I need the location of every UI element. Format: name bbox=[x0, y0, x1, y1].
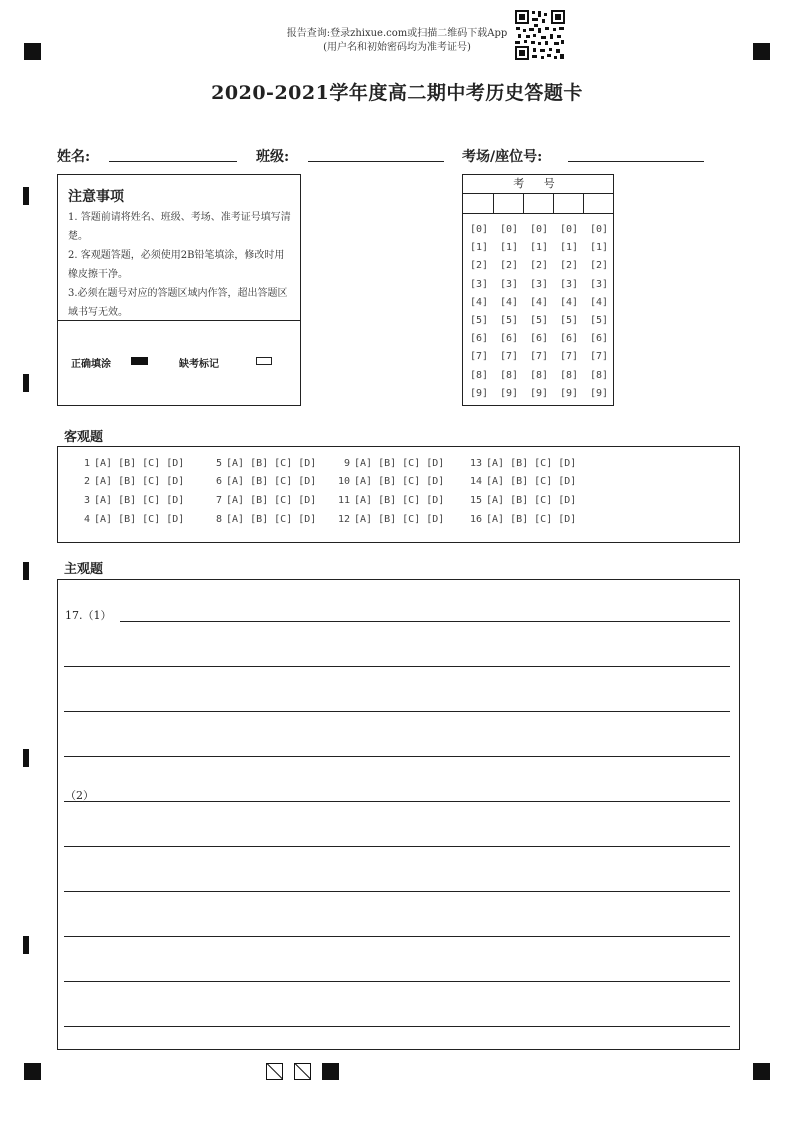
answer-line-2[interactable] bbox=[64, 666, 730, 667]
option-bubbles[interactable]: [A] [B] [C] [D] bbox=[354, 514, 445, 525]
exam-digit-bubble[interactable]: [2] bbox=[529, 260, 549, 272]
option-bubbles[interactable]: [A] [B] [C] [D] bbox=[94, 476, 185, 487]
option-bubbles[interactable]: [A] [B] [C] [D] bbox=[226, 476, 317, 487]
exam-digit-bubble[interactable]: [0] bbox=[559, 224, 579, 235]
name-input-line[interactable] bbox=[109, 161, 237, 162]
exam-number-write-row[interactable] bbox=[463, 194, 613, 214]
exam-digit-bubble[interactable]: [3] bbox=[499, 278, 519, 290]
report-query-text: 报告查询:登录zhixue.com或扫描二维码下载App bbox=[286, 28, 508, 39]
q17-part1-label: 17.（1） bbox=[65, 609, 112, 622]
objective-question-1[interactable] bbox=[76, 458, 184, 469]
answer-line-6[interactable] bbox=[64, 846, 730, 847]
notice-line-2: 2. 客观题答题，必须使用2B铅笔填涂，修改时用橡皮擦干净。 bbox=[68, 250, 285, 280]
exam-digit-bubble[interactable]: [9] bbox=[469, 387, 489, 399]
exam-digit-bubble[interactable]: [6] bbox=[469, 333, 489, 345]
exam-digit-bubble[interactable]: [0] bbox=[589, 224, 609, 235]
notice-line-3: 3.必须在题号对应的答题区域内作答，超出答题区域书写无效。 bbox=[68, 288, 288, 318]
question-number: 10 bbox=[337, 476, 350, 487]
exam-digit-bubble[interactable]: [6] bbox=[589, 333, 609, 345]
exam-digit-column-3 bbox=[525, 221, 553, 403]
option-bubbles[interactable]: [A] [B] [C] [D] bbox=[486, 495, 577, 506]
objective-question-6[interactable] bbox=[208, 476, 316, 487]
credential-hint-text: (用户名和初始密码均为准考证号) bbox=[323, 42, 471, 53]
option-bubbles[interactable]: [A] [B] [C] [D] bbox=[94, 514, 185, 525]
answer-line-9[interactable] bbox=[64, 981, 730, 982]
exam-digit-bubble[interactable]: [9] bbox=[529, 387, 549, 399]
exam-digit-bubble[interactable]: [7] bbox=[469, 351, 489, 363]
exam-digit-bubble[interactable]: [4] bbox=[559, 296, 579, 308]
option-bubbles[interactable]: [A] [B] [C] [D] bbox=[486, 476, 577, 487]
exam-digit-column-4 bbox=[555, 221, 583, 403]
absent-label: 缺考标记 bbox=[179, 359, 219, 370]
question-number: 7 bbox=[215, 495, 222, 506]
exam-digit-bubble[interactable]: [5] bbox=[589, 315, 609, 327]
seat-label: 考场/座位号: bbox=[462, 149, 543, 165]
qr-code-icon bbox=[514, 9, 566, 61]
answer-line-10[interactable] bbox=[64, 1026, 730, 1027]
question-number: 8 bbox=[215, 514, 222, 525]
exam-digit-bubble[interactable]: [2] bbox=[499, 260, 519, 272]
question-number: 14 bbox=[469, 476, 482, 487]
exam-number-title: 考 号 bbox=[463, 175, 613, 194]
exam-digit-bubble[interactable]: [6] bbox=[499, 333, 519, 345]
exam-digit-bubble[interactable]: [4] bbox=[529, 296, 549, 308]
question-number: 9 bbox=[343, 458, 350, 469]
subjective-section-title: 主观题 bbox=[64, 562, 104, 577]
question-number: 4 bbox=[83, 514, 90, 525]
option-bubbles[interactable]: [A] [B] [C] [D] bbox=[226, 514, 317, 525]
answer-line-5[interactable] bbox=[64, 801, 730, 802]
exam-digit-bubble[interactable]: [0] bbox=[469, 224, 489, 235]
objective-question-11[interactable] bbox=[336, 495, 444, 506]
correct-fill-example bbox=[131, 357, 148, 365]
answer-line-3[interactable] bbox=[64, 711, 730, 712]
objective-section-title: 客观题 bbox=[64, 430, 104, 445]
notice-text bbox=[68, 208, 294, 322]
objective-question-8[interactable] bbox=[208, 514, 316, 525]
option-bubbles[interactable]: [A] [B] [C] [D] bbox=[354, 476, 445, 487]
exam-digit-bubble[interactable]: [5] bbox=[529, 315, 549, 327]
exam-digit-bubble[interactable]: [5] bbox=[499, 315, 519, 327]
exam-digit-bubble[interactable]: [8] bbox=[529, 369, 549, 381]
exam-digit-bubble[interactable]: [1] bbox=[469, 242, 489, 254]
objective-question-7[interactable] bbox=[208, 495, 316, 506]
side-mark-4 bbox=[23, 749, 29, 767]
exam-digit-bubble[interactable]: [7] bbox=[499, 351, 519, 363]
option-bubbles[interactable]: [A] [B] [C] [D] bbox=[94, 495, 185, 506]
answer-line-4[interactable] bbox=[64, 756, 730, 757]
option-bubbles[interactable]: [A] [B] [C] [D] bbox=[486, 514, 577, 525]
notice-divider bbox=[58, 320, 300, 321]
class-input-line[interactable] bbox=[308, 161, 444, 162]
exam-digit-bubble[interactable]: [8] bbox=[499, 369, 519, 381]
exam-digit-bubble[interactable]: [1] bbox=[529, 242, 549, 254]
objective-question-12[interactable] bbox=[336, 514, 444, 525]
exam-digit-bubble[interactable]: [3] bbox=[589, 278, 609, 290]
exam-digit-column-2 bbox=[495, 221, 523, 403]
exam-digit-bubble[interactable]: [0] bbox=[529, 224, 549, 235]
question-number: 6 bbox=[215, 476, 222, 487]
corner-mark-top-right bbox=[753, 43, 770, 60]
objective-question-15[interactable] bbox=[468, 495, 576, 506]
exam-digit-bubble[interactable]: [6] bbox=[559, 333, 579, 345]
option-bubbles[interactable]: [A] [B] [C] [D] bbox=[94, 458, 185, 469]
exam-digit-column-1 bbox=[465, 221, 493, 403]
q17-part2-label: （2） bbox=[65, 789, 94, 802]
question-number: 2 bbox=[83, 476, 90, 487]
exam-digit-bubble[interactable]: [4] bbox=[589, 296, 609, 308]
exam-digit-bubble[interactable]: [5] bbox=[469, 315, 489, 327]
answer-line-8[interactable] bbox=[64, 936, 730, 937]
exam-digit-bubble[interactable]: [7] bbox=[589, 351, 609, 363]
objective-question-5[interactable] bbox=[208, 458, 316, 469]
option-bubbles[interactable]: [A] [B] [C] [D] bbox=[226, 458, 317, 469]
objective-question-9[interactable] bbox=[336, 458, 444, 469]
exam-number-grid bbox=[462, 174, 614, 406]
exam-digit-bubble[interactable]: [3] bbox=[559, 278, 579, 290]
page-marker-crossed-2 bbox=[294, 1063, 311, 1080]
notice-title: 注意事项 bbox=[68, 189, 124, 205]
exam-digit-bubble[interactable]: [0] bbox=[499, 224, 519, 235]
corner-mark-bottom-right bbox=[753, 1063, 770, 1080]
exam-digit-bubble[interactable]: [8] bbox=[589, 369, 609, 381]
option-bubbles[interactable]: [A] [B] [C] [D] bbox=[226, 495, 317, 506]
side-mark-1 bbox=[23, 187, 29, 205]
objective-question-2[interactable] bbox=[76, 476, 184, 487]
option-bubbles[interactable]: [A] [B] [C] [D] bbox=[354, 458, 445, 469]
question-number: 16 bbox=[469, 514, 482, 525]
page-marker-filled bbox=[322, 1063, 339, 1080]
exam-digit-bubble[interactable]: [1] bbox=[499, 242, 519, 254]
option-bubbles[interactable]: [A] [B] [C] [D] bbox=[354, 495, 445, 506]
exam-digit-bubble[interactable]: [7] bbox=[559, 351, 579, 363]
objective-question-4[interactable] bbox=[76, 514, 184, 525]
question-number: 1 bbox=[83, 458, 90, 469]
side-mark-3 bbox=[23, 562, 29, 580]
question-number: 13 bbox=[469, 458, 482, 469]
exam-digit-bubble[interactable]: [4] bbox=[499, 296, 519, 308]
objective-question-3[interactable] bbox=[76, 495, 184, 506]
absent-mark-box[interactable] bbox=[256, 357, 272, 365]
exam-digit-bubble[interactable]: [9] bbox=[589, 387, 609, 399]
objective-question-14[interactable] bbox=[468, 476, 576, 487]
exam-digit-bubble[interactable]: [7] bbox=[529, 351, 549, 363]
objective-question-16[interactable] bbox=[468, 514, 576, 525]
exam-digit-bubble[interactable]: [8] bbox=[559, 369, 579, 381]
page-marker-crossed-1 bbox=[266, 1063, 283, 1080]
subjective-box bbox=[57, 579, 740, 1050]
question-number: 11 bbox=[337, 495, 350, 506]
exam-digit-bubble[interactable]: [9] bbox=[559, 387, 579, 399]
question-number: 3 bbox=[83, 495, 90, 506]
question-number: 5 bbox=[215, 458, 222, 469]
corner-mark-top-left bbox=[24, 43, 41, 60]
objective-question-10[interactable] bbox=[336, 476, 444, 487]
objective-box bbox=[57, 446, 740, 543]
exam-digit-bubble[interactable]: [8] bbox=[469, 369, 489, 381]
side-mark-2 bbox=[23, 374, 29, 392]
exam-digit-bubble[interactable]: [3] bbox=[529, 278, 549, 290]
exam-digit-bubble[interactable]: [4] bbox=[469, 296, 489, 308]
question-number: 12 bbox=[337, 514, 350, 525]
objective-question-13[interactable] bbox=[468, 458, 576, 469]
exam-digit-bubble[interactable]: [5] bbox=[559, 315, 579, 327]
page-title: 2020-2021学年度高二期中考历史答题卡 bbox=[211, 82, 583, 104]
class-label: 班级: bbox=[256, 149, 290, 165]
notice-line-1: 1. 答题前请将姓名、班级、考场、准考证号填写清楚。 bbox=[68, 212, 291, 242]
side-mark-5 bbox=[23, 936, 29, 954]
exam-digit-bubble[interactable]: [2] bbox=[469, 260, 489, 272]
corner-mark-bottom-left bbox=[24, 1063, 41, 1080]
notice-box bbox=[57, 174, 301, 406]
seat-input-line[interactable] bbox=[568, 161, 704, 162]
exam-digit-bubble[interactable]: [3] bbox=[469, 278, 489, 290]
exam-digit-bubble[interactable]: [1] bbox=[589, 242, 609, 254]
answer-line-7[interactable] bbox=[64, 891, 730, 892]
option-bubbles[interactable]: [A] [B] [C] [D] bbox=[486, 458, 577, 469]
exam-digit-bubble[interactable]: [2] bbox=[589, 260, 609, 272]
exam-digit-bubble[interactable]: [1] bbox=[559, 242, 579, 254]
exam-digit-bubble[interactable]: [9] bbox=[499, 387, 519, 399]
exam-digit-bubble[interactable]: [2] bbox=[559, 260, 579, 272]
question-number: 15 bbox=[469, 495, 482, 506]
correct-fill-label: 正确填涂 bbox=[71, 359, 111, 370]
exam-digit-bubble[interactable]: [6] bbox=[529, 333, 549, 345]
name-label: 姓名: bbox=[57, 149, 91, 165]
answer-line-1[interactable] bbox=[120, 621, 730, 622]
exam-digit-column-5 bbox=[585, 221, 613, 403]
